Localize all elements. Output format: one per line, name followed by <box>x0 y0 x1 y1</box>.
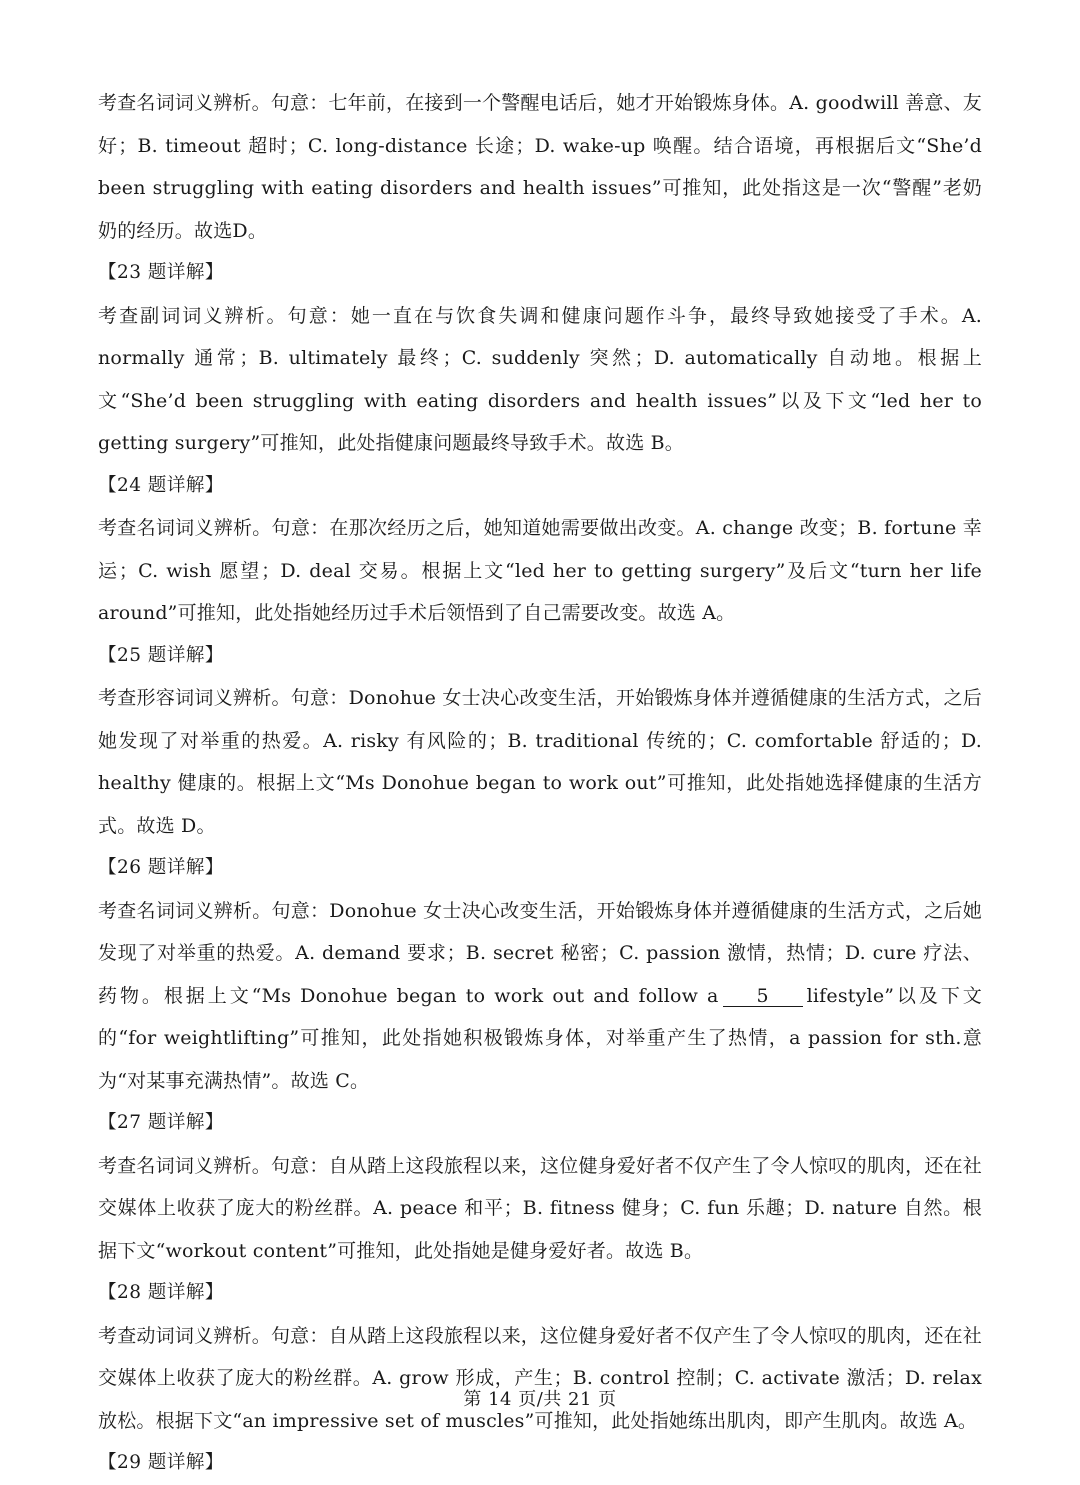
question-heading-28: 【28 题详解】 <box>98 1282 224 1303</box>
fill-in-blank: 5 <box>723 986 803 1007</box>
explanation-26-part-2: lifestyle”以及下文的“for weightlifting”可推知，此处指她积极锻炼身体，对举重产生了热情，a passion for sth.意为“对某事充满热情”。故选 C。 <box>98 984 982 1092</box>
document-page <box>98 82 982 1485</box>
explanation-26-part-1: 考查名词词义辨析。句意：Donohue 女士决心改变生活，开始锻炼身体并遵循健康的生活方式，之后她发现了对举重的热爱。A. demand 要求；B. secret 秘密；C. passion 激情，热情；D. cure 疗法、药物。根据上文“Ms Donohue began to work out and follow a <box>98 899 982 1007</box>
question-heading-23: 【23 题详解】 <box>98 262 224 283</box>
explanation-28: 考查动词词义辨析。句意：自从踏上这段旅程以来，这位健身爱好者不仅产生了令人惊叹的肌肉，还在社交媒体上收获了庞大的粉丝群。A. grow 形成，产生；B. control 控制；C. activate 激活；D. relax 放松。根据下文“an impressive set of muscles”可推知，此处指她练出肌肉，即产生肌肉。故选 A。 <box>98 1324 982 1432</box>
question-heading-26: 【26 题详解】 <box>98 857 224 878</box>
explanation-25: 考查形容词词义辨析。句意：Donohue 女士决心改变生活，开始锻炼身体并遵循健康的生活方式，之后她发现了对举重的热爱。A. risky 有风险的；B. traditional 传统的；C. comfortable 舒适的；D. healthy 健康的。根据上文“Ms Donohue began to work out”可推知，此处指她选择健康的生活方式。故选 D。 <box>98 687 982 837</box>
question-heading-24: 【24 题详解】 <box>98 474 224 496</box>
explanation-27: 考查名词词义辨析。句意：自从踏上这段旅程以来，这位健身爱好者不仅产生了令人惊叹的肌肉，还在社交媒体上收获了庞大的粉丝群。A. peace 和平；B. fitness 健身；C. fun 乐趣；D. nature 自然。根据下文“workout content”可推知，此处指她是健身爱好者。故选 B。 <box>98 1154 982 1262</box>
question-heading-27: 【27 题详解】 <box>98 1112 224 1133</box>
question-heading-25: 【25 题详解】 <box>98 644 224 666</box>
page-number: 第 14 页/共 21 页 <box>463 1389 617 1410</box>
question-heading-29: 【29 题详解】 <box>98 1452 224 1473</box>
explanation-22: 考查名词词义辨析。句意：七年前，在接到一个警醒电话后，她才开始锻炼身体。A. goodwill 善意、友好；B. timeout 超时；C. long-distance 长途；D. wake-up 唤醒。结合语境，再根据后文“She’d been struggling with eating disorders and health issues”可推知，此处指这是一次“警醒”老奶奶的经历。故选D。 <box>98 92 982 242</box>
explanation-23: 考查副词词义辨析。句意：她一直在与饮食失调和健康问题作斗争，最终导致她接受了手术。A. normally 通常；B. ultimately 最终；C. suddenly 突然；D. automatically 自动地。根据上文“She’d been struggling with eating disorders and health issues”以及下文“led her to getting surgery”可推知，此处指健康问题最终导致手术。故选 B。 <box>98 304 982 454</box>
explanation-24: 考查名词词义辨析。句意：在那次经历之后，她知道她需要做出改变。A. change 改变；B. fortune 幸运；C. wish 愿望；D. deal 交易。根据上文“led her to getting surgery”及后文“turn her life around”可推知，此处指她经历过手术后领悟到了自己需要改变。故选 A。 <box>98 517 982 624</box>
explanation-26 <box>98 890 982 1103</box>
